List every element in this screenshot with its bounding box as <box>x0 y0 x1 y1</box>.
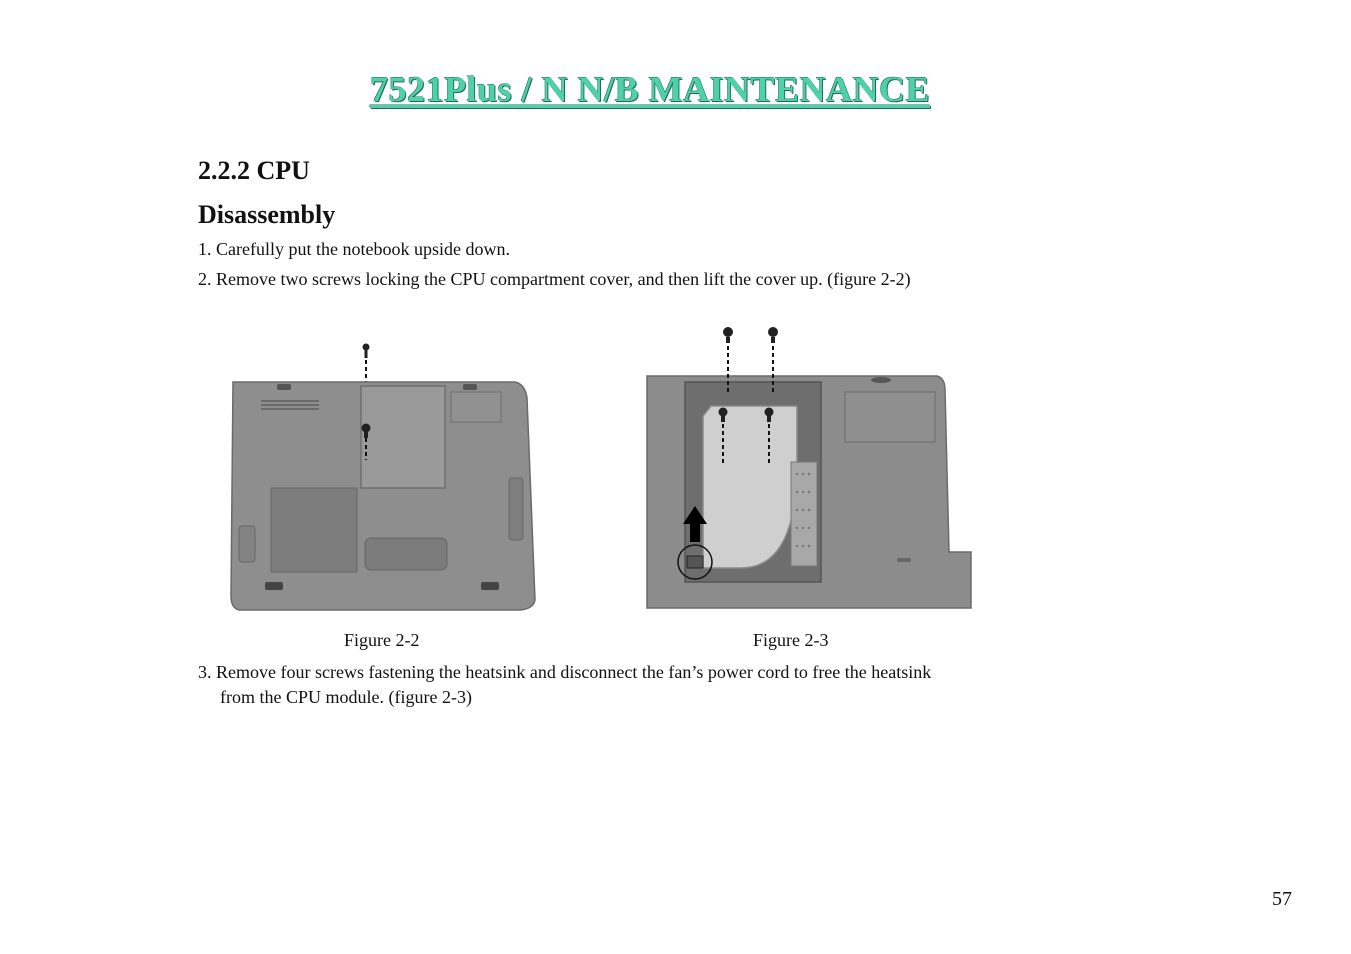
step-3-text-continued: from the CPU module. (figure 2-3) <box>220 687 472 707</box>
screw-icon <box>768 327 778 343</box>
figure-2-2-caption: Figure 2-2 <box>344 630 420 650</box>
section-heading: 2.2.2 CPU <box>198 156 310 185</box>
step-3-text: 3. Remove four screws fastening the heatsink and disconnect the fan’s power cord to free the heatsink <box>198 662 932 682</box>
subsection-heading: Disassembly <box>198 200 336 229</box>
screw-icon <box>363 344 370 359</box>
step-2-text: 2. Remove two screws locking the CPU compartment cover, and then lift the cover up. (figure 2-2) <box>198 269 911 289</box>
step-1-text: 1. Carefully put the notebook upside down. <box>198 239 510 259</box>
page-title: 7521Plus / N N/B MAINTENANCE <box>369 69 931 109</box>
figure-2-3-photo <box>645 320 975 612</box>
figure-2-3-caption: Figure 2-3 <box>753 630 829 650</box>
figure-2-2-photo <box>225 338 545 616</box>
page-number: 57 <box>1272 888 1292 910</box>
screw-icon <box>723 327 733 343</box>
